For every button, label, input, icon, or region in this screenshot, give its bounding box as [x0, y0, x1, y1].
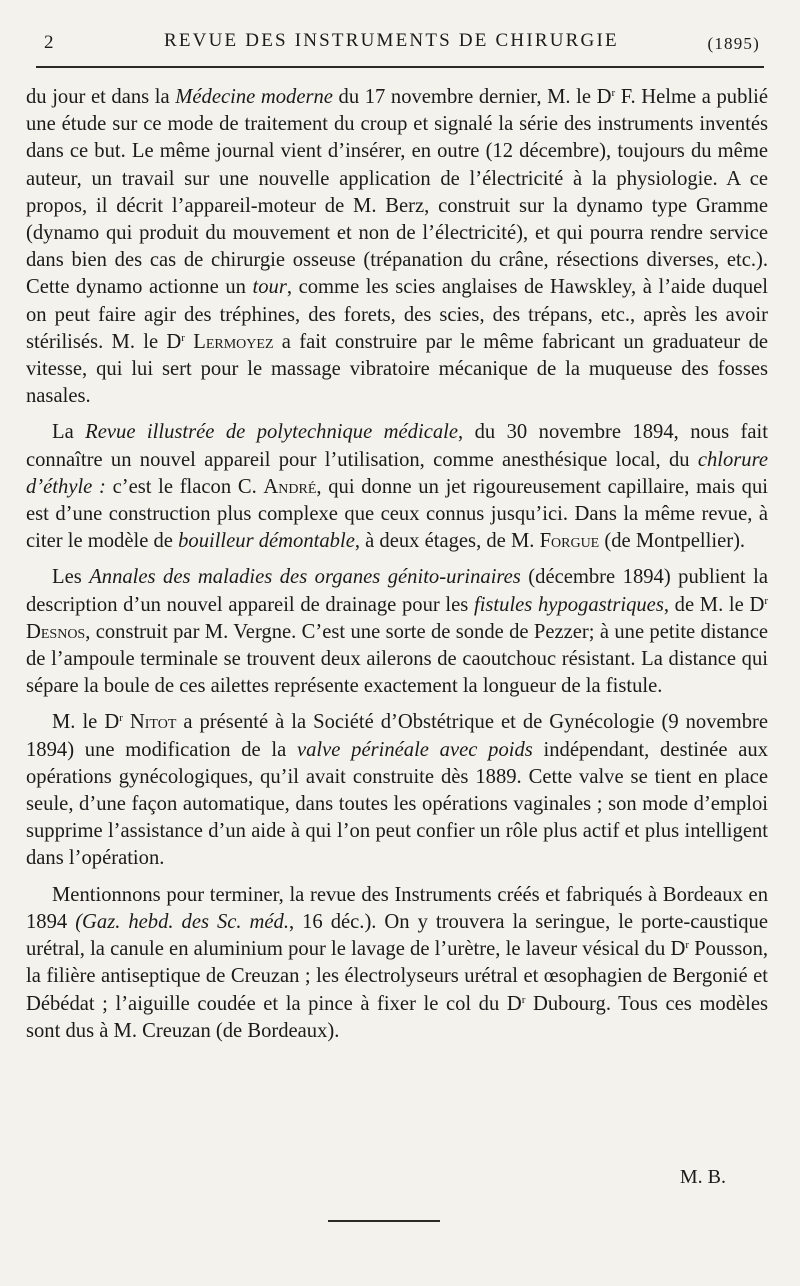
paragraph-1 — [26, 84, 768, 410]
emphasis: valve périnéale avec poids — [297, 738, 533, 761]
paragraph-2 — [26, 419, 768, 555]
paragraph-4 — [26, 709, 768, 872]
superscript: r — [685, 939, 689, 952]
text-run: a fait construire par le même fabricant un graduateur de vitesse, qui lui sert pour le massage vibratoire mécanique de la muqueuse des fosses nasales. — [26, 330, 769, 408]
author-name: Desnos — [26, 620, 86, 643]
author-name: Forgue — [539, 530, 600, 553]
running-header — [36, 28, 764, 62]
text-run: La — [52, 421, 86, 444]
text-run: a présenté à la Société d’Obstétrique et de Gynécologie (9 novembre 1894) une modification de la — [26, 711, 768, 761]
page-number: 2 — [44, 32, 55, 53]
text-run: Mentionnons pour terminer, la revue des Instruments créés et fabriqués à Bordeaux en 1894 — [26, 883, 768, 933]
header-rule — [36, 66, 764, 68]
text-run: , du 30 novembre 1894, nous fait connaître un nouvel appareil pour l’utilisation, comme anesthésique local, du — [26, 421, 768, 471]
text-run: , 16 déc.). On y trouvera la seringue, le porte-caustique urétral, la canule en aluminium pour le lavage de l’urètre, le laveur vésical du D — [26, 910, 768, 961]
superscript: r — [611, 87, 616, 99]
text-run: , comme les scies anglaises de Hawskley, à l’aide duquel on peut faire agir des tréphines, des forets, des scies, des trépans, etc., après les avoir stérilisés. M. le D — [26, 276, 768, 353]
article-body — [26, 84, 768, 1045]
journal-title: Médecine moderne — [175, 86, 333, 108]
text-run: (de Montpellier). — [599, 530, 746, 553]
superscript: r — [521, 993, 526, 1006]
header-year: (1895) — [707, 34, 760, 53]
emphasis: tour — [252, 276, 287, 299]
text-run: , qui donne un jet rigoureusement capillaire, mais qui est d’une construction plus complexe que ceux connus jusqu’ici. Dans la même revue, à citer le modèle de — [26, 475, 768, 553]
text-run: , de M. le D — [663, 593, 765, 616]
emphasis: chlorure d’éthyle : — [26, 448, 768, 498]
text-run: indépendant, destinée aux opérations gynécologiques, qu’il avait construite dès 1889. Cette valve se tient en place seule, d’une façon automatique, dans toutes les opérations vaginales ; son mode d’emploi supprime l’assistance d’un aide à qui l’on peut confier un rôle plus actif et plus intelligent dans l’opération. — [26, 738, 768, 870]
text-run: du jour et dans la — [26, 86, 176, 108]
paragraph-5 — [26, 882, 768, 1045]
text-run: F. Helme a publié une étude sur ce mode de traitement du croup et signalé la série des instruments inventés dans ce but. Le même journal vient d’insérer, en outre (12 décembre), toujours du même auteur, un travail sur une nouvelle application de l’électricité à la physiologie. A ce propos, il décrit l’appareil-moteur de M. Berz, construit sur la dynamo type Gramme (dynamo qui produit du mouvement et non de l’électricité), et qui pourra rendre service dans bien des cas de chirurgie osseuse (trépanation du crâne, résections diverses, etc.). Cette dynamo actionne un — [26, 86, 768, 299]
author-name: André — [263, 475, 317, 498]
emphasis: fistules hypogastriques — [473, 593, 664, 616]
author-signature: M. B. — [679, 1166, 726, 1188]
text-run: Pousson, la filière antiseptique de Creuzan ; les électrolyseurs urétral et œsophagien de Bergonié et Débédat ; l’aiguille coudée et la pince à fixer le col du D — [26, 938, 769, 1015]
text-run: (décembre 1894) publient la description d’un nouvel appareil de drainage pour les — [26, 566, 768, 616]
author-name: Nitot — [129, 711, 177, 734]
text-run: M. le D — [52, 711, 120, 734]
superscript: r — [181, 331, 185, 344]
end-rule — [328, 1220, 440, 1222]
citation: (Gaz. hebd. des Sc. méd. — [75, 910, 289, 933]
text-run: , construit par M. Vergne. C’est une sorte de sonde de Pezzer; à une petite distance de l’ampoule terminale se trouvent deux ailerons de caoutchouc résistant. La distance qui sépare la boule de ces ailettes représente exactement la longueur de la fistule. — [26, 620, 768, 698]
text-run: Les — [52, 566, 90, 589]
author-name: Lermoyez — [193, 330, 274, 353]
text-run: du 17 novembre dernier, M. le D — [332, 86, 612, 108]
journal-title: Revue illustrée de polytechnique médicale — [85, 421, 458, 444]
text-run: , à deux étages, de M. — [354, 530, 540, 553]
paragraph-3 — [26, 564, 768, 700]
journal-title: Annales des maladies des organes génito-urinaires — [89, 566, 521, 589]
running-title: REVUE DES INSTRUMENTS DE CHIRURGIE — [164, 30, 619, 51]
text-run: c’est le flacon C. — [105, 475, 264, 498]
emphasis: bouilleur démontable — [178, 530, 355, 553]
superscript: r — [764, 594, 768, 607]
superscript: r — [119, 712, 123, 725]
text-run: Dubourg. Tous ces modèles sont dus à M. Creuzan (de Bordeaux). — [26, 992, 769, 1042]
